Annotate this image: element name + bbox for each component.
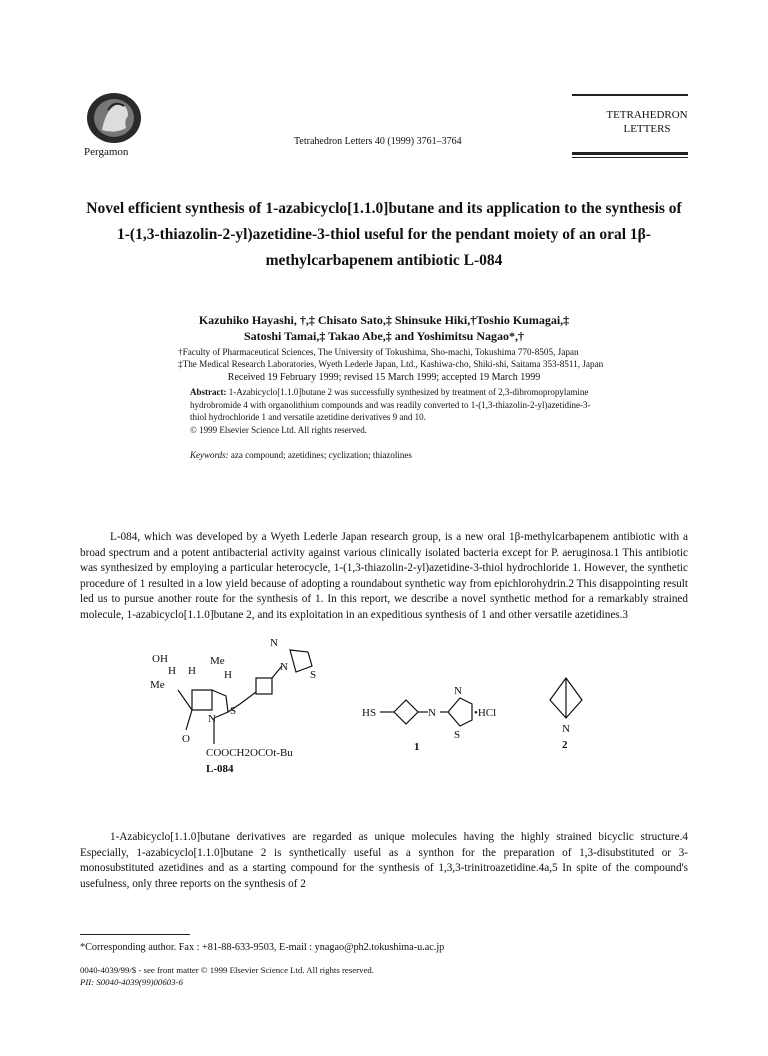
chemical-structures <box>130 637 670 802</box>
l084-ester: COOCH2OCOt-Bu <box>206 747 293 759</box>
keywords <box>190 450 600 460</box>
compound1-label: 1 <box>414 741 420 753</box>
header-rule-bottom <box>572 152 688 155</box>
l084-h1: H <box>168 665 176 677</box>
l084-s: S <box>230 705 237 717</box>
affiliation-1: †Faculty of Pharmaceutical Sciences, The University of Tokushima, Sho-machi, Tokushima 770-8505, Japan <box>178 347 579 357</box>
article-title: Novel efficient synthesis of 1-azabicyclo[1.1.0]butane and its application to the synthesis of 1-(1,3-thiazolin-2-yl)azetidine-3-thiol useful for the pendant moiety of an oral 1β-methylcarbapenem antibiotic L-084 <box>86 200 682 269</box>
journal-name <box>587 108 707 136</box>
author-list <box>80 312 688 344</box>
footnote-rule <box>80 934 190 935</box>
header-rule-top <box>572 94 688 96</box>
l084-thiazoline-n: N <box>280 661 288 673</box>
compound1-n: N <box>428 707 436 719</box>
author-line-1: Kazuhiko Hayashi, †,‡ Chisato Sato,‡ Shinsuke Hiki,†Toshio Kumagai,‡ <box>198 313 570 327</box>
l084-me-left: Me <box>150 679 165 691</box>
publisher-logo <box>84 90 144 146</box>
abstract <box>190 386 600 436</box>
author-line-2: Satoshi Tamai,‡ Takao Abe,‡ and Yoshimitsu Nagao*,† <box>244 329 524 343</box>
l084-o: O <box>182 733 190 745</box>
compound1-ring-n: N <box>454 685 462 697</box>
journal-citation: Tetrahedron Letters 40 (1999) 3761–3764 <box>294 136 462 147</box>
l084-thiazoline-n2: N <box>270 637 278 649</box>
l084-me-top: Me <box>210 655 225 667</box>
l084-h3: H <box>224 669 232 681</box>
copyright-line-1: 0040-4039/99/$ - see front matter © 1999 Elsevier Science Ltd. All rights reserved. <box>80 965 374 975</box>
structure-l084 <box>150 637 316 775</box>
copyright-block <box>80 964 374 988</box>
affiliation-2: ‡The Medical Research Laboratories, Wyeth Lederle Japan, Ltd., Kashiwa-cho, Shiki-shi, Saitama 353-8511, Japan <box>178 359 604 369</box>
compound2-label: 2 <box>562 739 568 751</box>
journal-name-line2: LETTERS <box>623 123 671 135</box>
publisher-name: Pergamon <box>84 146 129 158</box>
header-rule-bottom-thin <box>572 157 688 158</box>
compound1-hs: HS <box>362 707 377 719</box>
l084-n: N <box>208 713 216 725</box>
corresponding-author-footnote: *Corresponding author. Fax : +81-88-633-9503, E-mail : ynagao@ph2.tokushima-u.ac.jp <box>80 942 445 953</box>
abstract-text: 1-Azabicyclo[1.1.0]butane 2 was successfully synthesized by treatment of 2,3-dibromopropylamine hydrobromide 4 with organolithium compounds and was readily converted to 1-(1,3-thiazolin-2-yl)azetidine-3-thiol hydrochloride 1 and versatile azetidine derivatives 9 and 10. <box>190 387 591 422</box>
l084-h2: H <box>188 665 196 677</box>
journal-name-line1: TETRAHEDRON <box>606 109 688 121</box>
structure-compound-2 <box>550 678 582 751</box>
compound2-n: N <box>562 723 570 735</box>
body-paragraph-1: L-084, which was developed by a Wyeth Lederle Japan research group, is a new oral 1β-methylcarbapenem antibiotic with a broad spectrum and a potent antibacterial activity against various clinically isolated bacteria except for P. aeruginosa.1 This antibiotic was synthesized by employing a particular heterocycle, 1-(1,3-thiazolin-2-yl)azetidine-3-thiol hydrochloride 1. However, the synthetic procedure of 1 resulted in a low yield because of adopting a roundabout synthetic way from epichlorohydrin.2 This disappointing result led us to pursue another route for the synthesis of 1. In this report, we describe a novel synthetic method for a remarkably strained molecule, 1-azabicyclo[1.1.0]butane 2, and its exploitation in an expeditious synthesis of 1 and other versatile azetidines.3 <box>80 531 688 621</box>
compound1-ring-s: S <box>454 729 461 741</box>
l084-label: L-084 <box>206 763 234 775</box>
l084-oh: OH <box>152 653 168 665</box>
structure-compound-1 <box>362 685 496 753</box>
keywords-label: Keywords: <box>190 450 229 460</box>
copyright-line-2: PII: S0040-4039(99)00603-6 <box>80 977 183 987</box>
keywords-text: aza compound; azetidines; cyclization; thiazolines <box>228 450 412 460</box>
received-dates: Received 19 February 1999; revised 15 March 1999; accepted 19 March 1999 <box>227 372 541 383</box>
abstract-copyright: © 1999 Elsevier Science Ltd. All rights reserved. <box>190 424 368 435</box>
l084-thiazoline-s: S <box>310 669 317 681</box>
body-paragraph-2: 1-Azabicyclo[1.1.0]butane derivatives are regarded as unique molecules having the highly strained bicyclic structure.4 Especially, 1-azabicyclo[1.1.0]butane 2 is synthetically useful as a synthon for the preparation of 1,3-disubstituted or 3-monosubstituted azetidines and as a starting compound for the synthesis of 1,3,3-trinitroazetidine.4a,5 In spite of the compound's usefulness, only three reports on the synthesis of 2 <box>80 831 688 890</box>
compound1-salt: •HCl <box>474 707 497 719</box>
abstract-label: Abstract: <box>190 387 227 397</box>
